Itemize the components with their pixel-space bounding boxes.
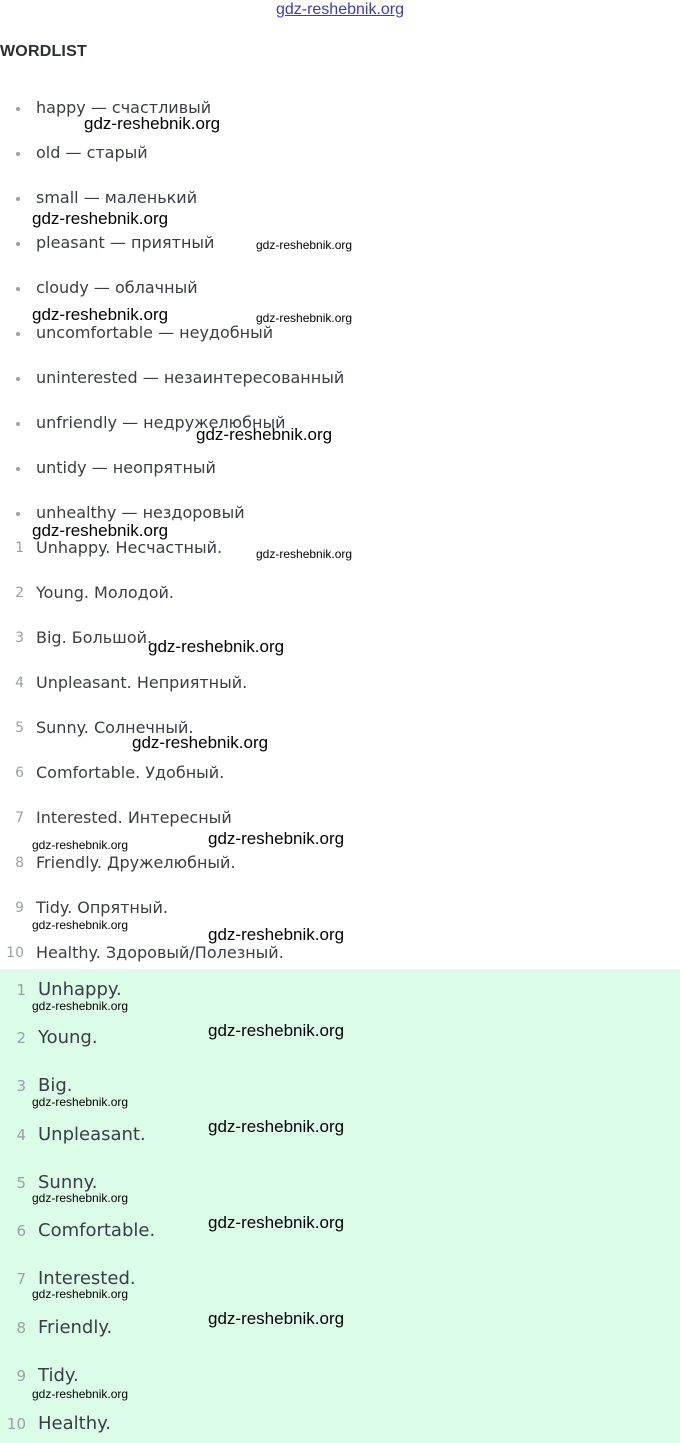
bullet-icon: [16, 242, 20, 246]
watermark: gdz-reshebnik.org: [256, 311, 353, 325]
bullet-icon: [16, 287, 20, 291]
watermark: gdz-reshebnik.org: [208, 829, 345, 848]
bullet-icon: [16, 152, 20, 156]
watermark: gdz-reshebnik.org: [208, 1117, 345, 1136]
watermark: gdz-reshebnik.org: [84, 114, 221, 133]
watermark: gdz-reshebnik.org: [208, 1309, 345, 1328]
watermark: gdz-reshebnik.org: [208, 925, 345, 944]
watermark: gdz-reshebnik.org: [32, 1387, 129, 1401]
watermark: gdz-reshebnik.org: [32, 838, 129, 852]
bullet-icon: [16, 332, 20, 336]
watermark: gdz-reshebnik.org: [256, 547, 353, 561]
watermark: gdz-reshebnik.org: [32, 209, 169, 228]
watermark: gdz-reshebnik.org: [208, 1213, 345, 1232]
bullet-icon: [16, 197, 20, 201]
watermark: gdz-reshebnik.org: [196, 425, 333, 444]
bullet-icon: [16, 467, 20, 471]
watermark: gdz-reshebnik.org: [32, 918, 129, 932]
bullet-icon: [16, 512, 20, 516]
bullet-icon: [16, 377, 20, 381]
watermark: gdz-reshebnik.org: [32, 305, 169, 324]
site-link[interactable]: gdz-reshebnik.org: [275, 1, 405, 18]
watermark: gdz-reshebnik.org: [32, 999, 129, 1013]
wordlist-title: WORDLIST: [0, 43, 87, 60]
watermark: gdz-reshebnik.org: [148, 637, 285, 656]
watermark: gdz-reshebnik.org: [32, 521, 169, 540]
watermark: gdz-reshebnik.org: [32, 1191, 129, 1205]
bullet-icon: [16, 107, 20, 111]
watermark: gdz-reshebnik.org: [208, 1021, 345, 1040]
watermark: gdz-reshebnik.org: [32, 1287, 129, 1301]
watermark: gdz-reshebnik.org: [256, 238, 353, 252]
bullet-icon: [16, 422, 20, 426]
watermark: gdz-reshebnik.org: [132, 733, 269, 752]
watermark: gdz-reshebnik.org: [32, 1095, 129, 1109]
